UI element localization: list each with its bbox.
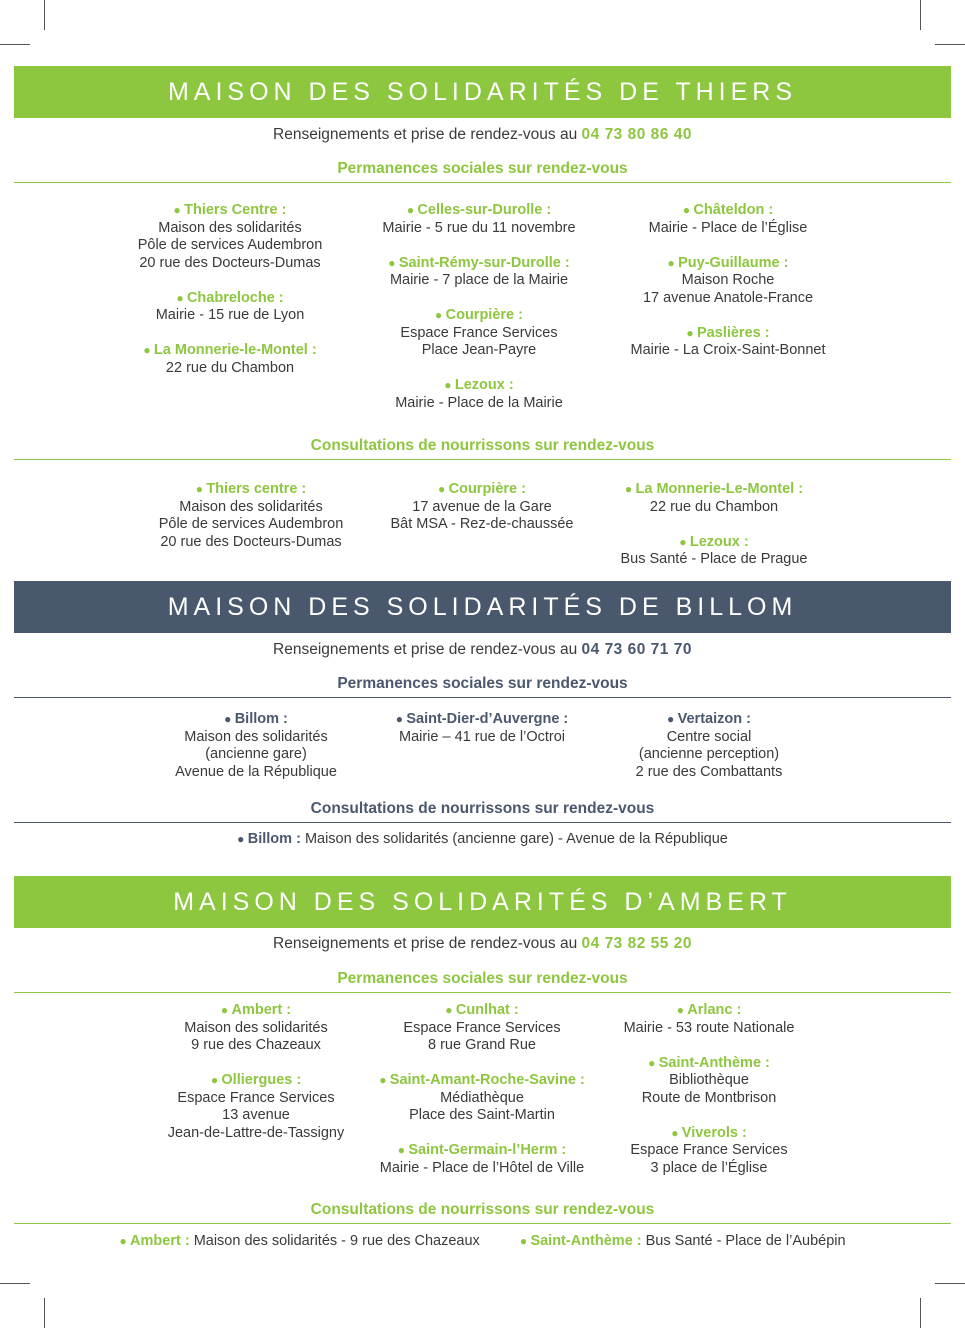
thiers-permanences-rule	[14, 182, 951, 183]
location-line: Maison des solidarités (ancienne gare) - Avenue de la République	[304, 831, 728, 847]
bullet-icon: ●	[679, 534, 690, 549]
bullet-icon: ●	[406, 203, 418, 217]
bullet-icon: ●	[648, 1055, 659, 1070]
bullet-icon: ●	[173, 203, 185, 217]
location-line: 22 rue du Chambon	[165, 359, 295, 376]
location-name: Saint-Anthème :	[658, 1054, 770, 1071]
location-name: Vertaizon :	[677, 711, 751, 727]
ambert-title: MAISON DES SOLIDARITÉS D’AMBERT	[173, 887, 792, 916]
location-entry	[520, 1233, 846, 1249]
bullet-icon: ●	[671, 1125, 682, 1140]
bullet-icon: ●	[176, 290, 187, 305]
location-name: La Monnerie-Le-Montel :	[635, 481, 804, 497]
ambert-consultations-row	[14, 1233, 951, 1249]
location-name: Celles-sur-Durolle :	[417, 202, 552, 218]
location-name: Billom :	[247, 831, 301, 847]
location-line: Maison des solidarités	[184, 728, 328, 745]
location-entry	[354, 202, 604, 237]
location-line: Mairie - 5 rue du 11 novembre	[382, 219, 576, 236]
ambert-permanences-title: Permanences sociales sur rendez-vous	[337, 970, 628, 987]
thiers-consultations-rule	[14, 459, 951, 460]
location-name: Saint-Germain-l’Herm :	[408, 1142, 567, 1158]
location-entry	[354, 255, 604, 290]
crop-mark	[44, 0, 45, 30]
bullet-icon: ●	[686, 325, 698, 340]
billom-permanences-col-2	[357, 711, 607, 764]
billom-contact-text: Renseignements et prise de rendez-vous au	[273, 641, 578, 658]
bullet-icon: ●	[395, 712, 407, 726]
location-line: Pôle de services Audembron	[137, 237, 323, 253]
location-line: Place Jean-Payre	[421, 342, 537, 358]
location-line: 20 rue des Docteurs-Dumas	[139, 254, 321, 271]
location-name: Courpière :	[448, 481, 526, 497]
crop-mark	[0, 1283, 30, 1284]
location-name: Chabreloche :	[186, 289, 284, 306]
location-entry	[603, 255, 853, 308]
crop-mark	[935, 44, 965, 45]
thiers-permanences-title: Permanences sociales sur rendez-vous	[337, 160, 628, 177]
location-line: Maison des solidarités	[158, 219, 302, 236]
thiers-contact	[14, 126, 951, 144]
bullet-icon: ●	[220, 1003, 232, 1017]
bullet-icon: ●	[435, 308, 446, 322]
location-name: Lezoux :	[689, 533, 749, 550]
location-name: Ambert :	[130, 1233, 190, 1249]
crop-mark	[920, 1298, 921, 1328]
location-line: Mairie - 15 rue de Lyon	[155, 307, 305, 323]
location-entry	[131, 1072, 381, 1142]
bullet-icon: ●	[195, 482, 207, 496]
location-entry	[237, 831, 728, 847]
ambert-contact-text: Renseignements et prise de rendez-vous au	[273, 935, 578, 952]
location-name: Paslières :	[697, 324, 770, 341]
ambert-phone[interactable]: 04 73 82 55 20	[581, 935, 692, 952]
location-name: Thiers Centre :	[184, 202, 287, 218]
bullet-icon: ●	[438, 482, 449, 496]
thiers-title: MAISON DES SOLIDARITÉS DE THIERS	[167, 77, 798, 106]
location-entry	[603, 325, 853, 360]
location-entry	[357, 1002, 607, 1055]
location-line: 3 place de l’Église	[650, 1159, 768, 1176]
location-entry	[105, 342, 355, 377]
location-name: Saint-Anthème :	[530, 1233, 642, 1249]
location-entry	[105, 290, 355, 325]
location-line: Bât MSA - Rez-de-chaussée	[390, 516, 574, 532]
thiers-consultations-col-1	[126, 481, 376, 569]
bullet-icon: ●	[224, 712, 235, 726]
billom-consultations-row	[14, 831, 951, 847]
billom-banner	[14, 581, 951, 633]
location-entry	[357, 1072, 607, 1125]
ambert-banner	[14, 876, 951, 928]
location-entry	[584, 1125, 834, 1178]
thiers-banner	[14, 66, 951, 118]
location-name: Puy-Guillaume :	[678, 254, 789, 271]
billom-permanences-title: Permanences sociales sur rendez-vous	[337, 675, 628, 692]
bullet-icon: ●	[519, 1234, 531, 1248]
bullet-icon: ●	[444, 378, 455, 392]
thiers-contact-text: Renseignements et prise de rendez-vous au	[273, 126, 578, 143]
location-name: Saint-Rémy-sur-Durolle :	[398, 254, 570, 271]
location-name: Courpière :	[445, 307, 523, 323]
location-name: Châteldon :	[693, 202, 774, 218]
crop-mark	[0, 44, 30, 45]
location-line: (ancienne gare)	[205, 746, 307, 762]
billom-permanences-rule	[14, 697, 951, 698]
billom-permanences-col-3	[584, 711, 834, 799]
location-entry	[105, 202, 355, 272]
location-line: 22 rue du Chambon	[649, 498, 779, 515]
location-line: Espace France Services	[403, 1019, 561, 1036]
location-entry	[357, 1142, 607, 1177]
location-line: Avenue de la République	[175, 763, 337, 780]
thiers-permanences-col-1	[105, 202, 355, 395]
ambert-consultations-title: Consultations de nourrissons sur rendez-vous	[310, 1201, 655, 1218]
location-name: La Monnerie-le-Montel :	[153, 342, 317, 358]
location-name: Arlanc :	[687, 1002, 742, 1018]
location-line: Centre social	[666, 728, 752, 745]
ambert-permanences-col-2	[357, 1002, 607, 1195]
location-line: Place des Saint-Martin	[409, 1107, 555, 1123]
billom-permanences-col-1	[131, 711, 381, 799]
billom-consultations-rule	[14, 822, 951, 823]
location-entry	[603, 202, 853, 237]
location-name: Cunlhat :	[455, 1002, 519, 1018]
location-entry	[589, 481, 839, 516]
location-entry	[584, 1055, 834, 1108]
location-name: Ambert :	[231, 1002, 292, 1018]
ambert-permanences-rule	[14, 992, 951, 993]
location-name: Thiers centre :	[206, 481, 307, 497]
location-line: Espace France Services	[177, 1089, 335, 1106]
ambert-permanences-col-3	[584, 1002, 834, 1195]
location-line: Bus Santé - Place de l’Aubépin	[645, 1233, 846, 1249]
location-line: 13 avenue	[222, 1107, 290, 1123]
location-line: (ancienne perception)	[638, 746, 780, 762]
location-name: Viverols :	[681, 1124, 747, 1141]
location-line: Espace France Services	[630, 1142, 788, 1158]
location-line: Mairie - 7 place de la Mairie	[389, 272, 569, 288]
bullet-icon: ●	[667, 712, 678, 726]
location-line: Espace France Services	[400, 324, 558, 341]
location-line: Jean-de-Lattre-de-Tassigny	[167, 1124, 345, 1141]
bullet-icon: ●	[379, 1073, 390, 1087]
location-line: 17 avenue de la Gare	[412, 498, 552, 515]
ambert-contact	[14, 935, 951, 953]
location-line: 17 avenue Anatole-France	[642, 289, 814, 306]
location-entry	[584, 711, 834, 781]
bullet-icon: ●	[210, 1073, 222, 1087]
bullet-icon: ●	[667, 255, 679, 270]
location-entry	[357, 481, 607, 534]
thiers-consultations-col-3	[589, 481, 839, 586]
thiers-permanences-col-3	[603, 202, 853, 377]
bullet-icon: ●	[624, 482, 636, 496]
location-name: Olliergues :	[221, 1072, 302, 1088]
crop-mark	[935, 1283, 965, 1284]
crop-mark	[44, 1298, 45, 1328]
crop-mark	[920, 0, 921, 30]
thiers-permanences-col-2	[354, 202, 604, 430]
location-entry	[589, 534, 839, 569]
location-line: Médiathèque	[440, 1089, 524, 1106]
location-entry	[354, 377, 604, 412]
location-line: Mairie - Place de l’Hôtel de Ville	[379, 1159, 585, 1176]
thiers-consultations-col-2	[357, 481, 607, 551]
location-entry	[131, 711, 381, 781]
ambert-permanences-col-1	[131, 1002, 381, 1160]
location-line: Mairie - Place de l’Église	[648, 219, 808, 236]
bullet-icon: ●	[682, 203, 694, 217]
location-entry	[354, 307, 604, 360]
location-line: Mairie - Place de la Mairie	[395, 394, 563, 411]
location-line: Maison des solidarités	[179, 498, 323, 515]
location-line: Bibliothèque	[669, 1072, 749, 1088]
billom-phone[interactable]: 04 73 60 71 70	[581, 641, 692, 658]
location-name: Saint-Amant-Roche-Savine :	[389, 1072, 585, 1088]
location-line: Maison Roche	[681, 272, 775, 288]
bullet-icon: ●	[676, 1003, 688, 1017]
bullet-icon: ●	[397, 1143, 409, 1157]
location-line: 9 rue des Chazeaux	[191, 1037, 321, 1053]
bullet-icon: ●	[237, 832, 248, 846]
bullet-icon: ●	[445, 1003, 456, 1017]
location-entry	[119, 1233, 479, 1249]
location-line: Route de Montbrison	[641, 1089, 777, 1106]
location-line: Bus Santé - Place de Prague	[620, 551, 808, 567]
location-line: Mairie - 53 route Nationale	[623, 1019, 795, 1036]
location-line: Mairie – 41 rue de l’Octroi	[398, 728, 565, 745]
thiers-phone[interactable]: 04 73 80 86 40	[581, 126, 692, 143]
location-name: Billom :	[234, 711, 288, 727]
billom-contact	[14, 641, 951, 659]
billom-title: MAISON DES SOLIDARITÉS DE BILLOM	[167, 592, 798, 621]
thiers-consultations-title: Consultations de nourrissons sur rendez-vous	[310, 437, 655, 454]
location-line: Pôle de services Audembron	[158, 516, 344, 532]
location-line: Mairie - La Croix-Saint-Bonnet	[630, 342, 826, 358]
location-entry	[126, 481, 376, 551]
location-line: Maison des solidarités	[184, 1019, 328, 1036]
location-line: 8 rue Grand Rue	[427, 1037, 536, 1053]
bullet-icon: ●	[388, 255, 399, 270]
location-entry	[357, 711, 607, 746]
location-entry	[131, 1002, 381, 1055]
bullet-icon: ●	[119, 1234, 131, 1248]
ambert-consultations-rule	[14, 1223, 951, 1224]
location-name: Saint-Dier-d’Auvergne :	[406, 711, 569, 727]
location-line: Maison des solidarités - 9 rue des Chazeaux	[193, 1233, 480, 1249]
location-line: 20 rue des Docteurs-Dumas	[160, 533, 342, 550]
bullet-icon: ●	[143, 343, 154, 357]
location-line: 2 rue des Combattants	[635, 763, 783, 780]
billom-consultations-title: Consultations de nourrissons sur rendez-vous	[310, 800, 655, 817]
location-name: Lezoux :	[454, 377, 514, 393]
location-entry	[584, 1002, 834, 1037]
